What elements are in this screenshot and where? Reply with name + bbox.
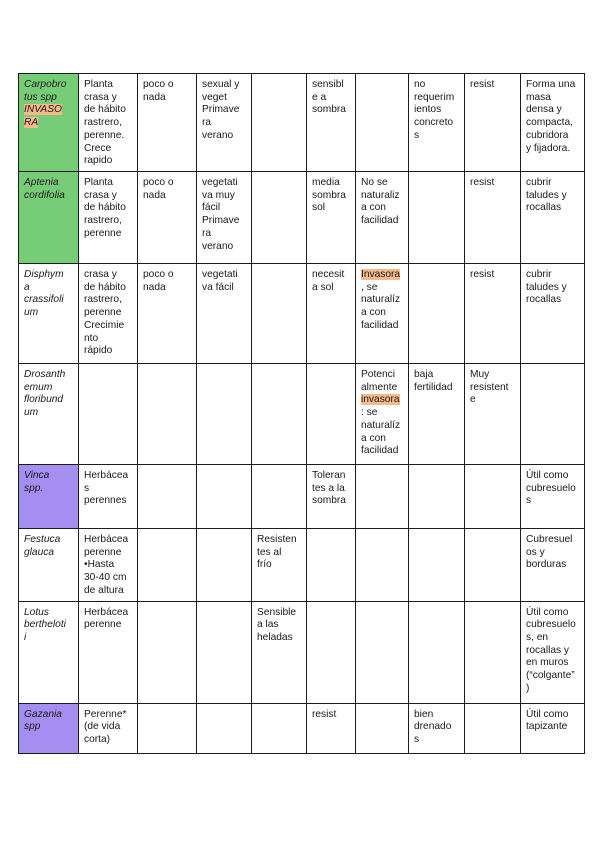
table-cell: [197, 364, 252, 465]
plant-name-cell: Festuca glauca: [19, 529, 79, 602]
table-cell: [197, 703, 252, 753]
table-cell: [307, 601, 356, 703]
table-cell: sexual y veget Primave ra verano: [197, 74, 252, 172]
plant-name-cell: Vinca spp.: [19, 465, 79, 529]
table-cell: vegetati va fácil: [197, 264, 252, 364]
table-cell: Cubresuel os y borduras: [521, 529, 585, 602]
table-row: [19, 529, 585, 602]
table-cell: [409, 465, 465, 529]
table-cell: poco o nada: [138, 74, 197, 172]
plants-table: [18, 73, 585, 754]
table-cell: [409, 172, 465, 264]
table-cell: Útil como tapizante: [521, 703, 585, 753]
table-cell: sensibl e a sombra: [307, 74, 356, 172]
table-row: [19, 601, 585, 703]
plant-name-cell: Lotus bertheloti i: [19, 601, 79, 703]
table-cell: [197, 465, 252, 529]
table-row: [19, 703, 585, 753]
invasive-highlight: Invasora: [361, 269, 401, 280]
table-row: [19, 264, 585, 364]
table-cell: [356, 529, 409, 602]
table-cell: [252, 465, 307, 529]
table-cell: resist: [465, 172, 521, 264]
table-cell: [465, 529, 521, 602]
table-cell: resist: [465, 264, 521, 364]
table-cell: [307, 364, 356, 465]
table-cell: [409, 529, 465, 602]
table-cell: [356, 703, 409, 753]
table-cell: [138, 465, 197, 529]
table-cell: Forma una masa densa y compacta, cubridora y fijadora.: [521, 74, 585, 172]
table-cell: Planta crasa y de hábito rastrero, perenne: [79, 172, 138, 264]
table-cell: [409, 601, 465, 703]
table-cell: [356, 465, 409, 529]
table-cell: necesit a sol: [307, 264, 356, 364]
table-cell: Sensible a las heladas: [252, 601, 307, 703]
table-cell: [138, 703, 197, 753]
table-cell: Potenci almente invasora : se naturalíz a con facilidad: [356, 364, 409, 465]
invasive-highlight: INVASO: [24, 104, 62, 116]
table-cell: No se naturaliz a con facilidad: [356, 172, 409, 264]
table-row: [19, 74, 585, 172]
table-cell: [252, 364, 307, 465]
plant-name-cell: Disphym a crassifoli um: [19, 264, 79, 364]
table-cell: [138, 601, 197, 703]
table-cell: [465, 703, 521, 753]
table-cell: [197, 601, 252, 703]
table-cell: poco o nada: [138, 172, 197, 264]
table-cell: [409, 264, 465, 364]
table-cell: [356, 74, 409, 172]
table-cell: cubrir taludes y rocallas: [521, 172, 585, 264]
table-cell: media sombra sol: [307, 172, 356, 264]
table-cell: Invasora , se naturalíz a con facilidad: [356, 264, 409, 364]
table-row: [19, 364, 585, 465]
table-cell: baja fertilidad: [409, 364, 465, 465]
table-cell: resist: [307, 703, 356, 753]
table-cell: no requerim ientos concreto s: [409, 74, 465, 172]
table-cell: [138, 364, 197, 465]
table-cell: [252, 172, 307, 264]
table-cell: Perenne* (de vida corta): [79, 703, 138, 753]
table-cell: [307, 529, 356, 602]
table-cell: Útil como cubresuelo s, en rocallas y en muros (“colgante” ): [521, 601, 585, 703]
table-cell: Herbácea perenne: [79, 601, 138, 703]
invasive-highlight: invasora: [361, 394, 400, 406]
table-cell: resist: [465, 74, 521, 172]
table-cell: [252, 703, 307, 753]
table-cell: [521, 364, 585, 465]
plant-name-cell: Carpobro tus spp INVASO RA: [19, 74, 79, 172]
table-cell: [465, 601, 521, 703]
table-cell: vegetati va muy fácil Primave ra verano: [197, 172, 252, 264]
table-cell: Herbácea perenne •Hasta 30-40 cm de altura: [79, 529, 138, 602]
table-cell: [356, 601, 409, 703]
table-cell: Resisten tes al frío: [252, 529, 307, 602]
table-cell: bien drenado s: [409, 703, 465, 753]
plant-name-cell: Gazania spp: [19, 703, 79, 753]
table-cell: [138, 529, 197, 602]
table-cell: Planta crasa y de hábito rastrero, perenne. Crece rapido: [79, 74, 138, 172]
table-cell: cubrir taludes y rocallas: [521, 264, 585, 364]
table-row: [19, 465, 585, 529]
table-cell: [79, 364, 138, 465]
table-cell: Herbácea s perennes: [79, 465, 138, 529]
table-cell: [197, 529, 252, 602]
table-cell: poco o nada: [138, 264, 197, 364]
plant-name-cell: Aptenia cordifolia: [19, 172, 79, 264]
table-row: [19, 172, 585, 264]
table-cell: [465, 465, 521, 529]
table-cell: crasa y de hábito rastrero, perenne Crecimie nto rápido: [79, 264, 138, 364]
table-cell: Útil como cubresuelo s: [521, 465, 585, 529]
table-cell: Muy resistent e: [465, 364, 521, 465]
table-cell: [252, 264, 307, 364]
table-cell: Toleran tes a la sombra: [307, 465, 356, 529]
table-cell: [252, 74, 307, 172]
plant-name-cell: Drosanth emum floribund um: [19, 364, 79, 465]
